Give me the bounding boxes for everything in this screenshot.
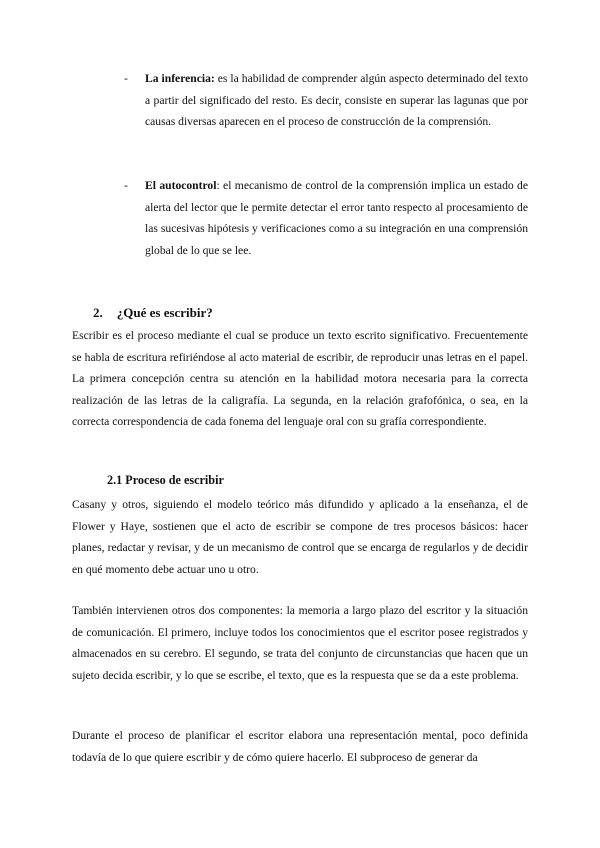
bullet-text: : el mecanismo de control de la comprensión implica un estado de alerta del lector que le permite detectar el error tanto respecto al procesamiento de las sucesivas hipótesis y verificaciones como a su integración en una comprensión global de lo que se lee. — [145, 179, 528, 257]
section-number: 2. — [93, 305, 103, 320]
paragraph: También intervienen otros dos componentes: la memoria a largo plazo del escritor y la situación de comunicación. El primero, incluye todos los conocimientos que el escritor posee registrados y almacenados en su cerebro. El segundo, se trata del conjunto de circunstancias que hacen que un sujeto decida escribir, y lo que se escribe, el texto, que es la respuesta que se da a este problema. — [72, 604, 528, 682]
bullet-marker: - — [124, 72, 128, 85]
bullet-marker: - — [124, 179, 128, 192]
section-title: ¿Qué es escribir? — [116, 305, 213, 320]
paragraph: Durante el proceso de planificar el escritor elabora una representación mental, poco definida todavía de lo que quiere escribir y de cómo quiere hacerlo. El subproceso de generar da — [72, 729, 528, 764]
subsection-heading: 2.1 Proceso de escribir — [107, 473, 224, 487]
bullet-item-inferencia — [124, 68, 528, 133]
paragraph: Escribir es el proceso mediante el cual se produce un texto escrito significativo. Frecuentemente se habla de escritura refiriéndose al acto material de escribir, de reproducir unas letras en el papel. La primera concepción centra su atención en la habilidad motora necesaria para la correcta realización de las letras de la caligrafía. La segunda, en la relación grafofónica, o sea, en la correcta correspondencia de cada fonema del lenguaje oral con su grafía correspondiente. — [72, 329, 528, 429]
bullet-text: es la habilidad de comprender algún aspecto determinado del texto a partir del significado del resto. Es decir, consiste en superar las lagunas que por causas diversas aparecen en el proceso de construcción de la comprensión. — [145, 72, 528, 128]
bullet-term: La inferencia: — [145, 72, 215, 85]
section-heading — [93, 305, 213, 321]
bullet-term: El autocontrol — [145, 179, 217, 192]
paragraph: Casany y otros, siguiendo el modelo teórico más difundido y aplicado a la enseñanza, el de Flower y Haye, sostienen que el acto de escribir se compone de tres procesos básicos: hacer planes, redactar y revisar, y de un mecanismo de control que se encarga de regularlos y de decidir en qué momento debe actuar uno u otro. — [72, 498, 528, 576]
bullet-item-autocontrol — [124, 175, 528, 261]
